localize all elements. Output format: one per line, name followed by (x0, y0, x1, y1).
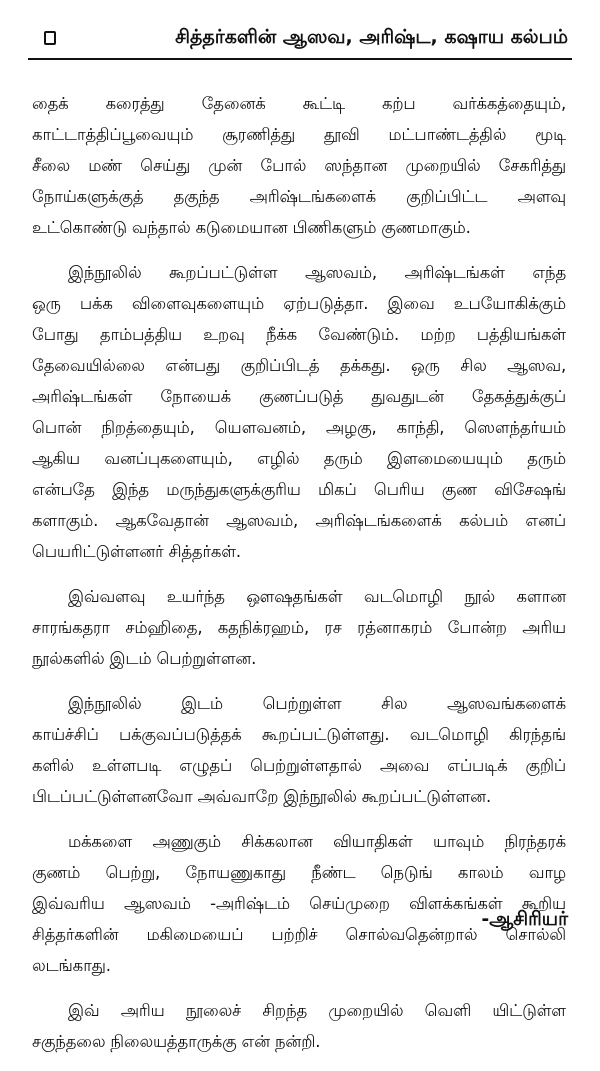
text-line: சாரங்கதரா சம்ஹிதை, கதநிக்ரஹம், ரச ரத்னாகரம் போன்ற அரிய (32, 618, 566, 637)
text-line: காட்டாத்திப்பூவையும் சூரணித்து தூவி மட்பாண்டத்தில் மூடி (32, 125, 566, 144)
text-line: நூல்களில் இடம் பெற்றுள்ளன. (32, 649, 257, 668)
text-line: பெயரிட்டுள்ளனர் சித்தர்கள். (32, 542, 241, 561)
text-line: களில் உள்ளபடி எழுதப் பெற்றுள்ளதால் அவை எப்படிக் குறிப் (32, 756, 566, 775)
text-line: மக்களை அணுகும் சிக்கலான வியாதிகள் யாவும் நிரந்தரக் (68, 832, 566, 851)
text-line: சகுந்தலை நிலையத்தாருக்கு என் நன்றி. (32, 1032, 321, 1051)
running-head: சித்தர்களின் ஆஸவ, அரிஷ்ட, கஷாய கல்பம் (175, 25, 568, 48)
page-header (28, 18, 572, 60)
text-line: போது தாம்பத்திய உறவு நீக்க வேண்டும். மற்ற பத்தியங்கள் (32, 325, 566, 344)
text-line: அரிஷ்டங்கள் நோயைக் குணப்படுத் துவதுடன் தேகத்துக்குப் (32, 387, 566, 406)
text-line: சித்தர்களின் மகிமையைப் பற்றிச் சொல்வதென்றால் சொல்லி (32, 925, 566, 944)
paragraph (32, 995, 566, 1057)
text-line: என்பதே இந்த மருந்துகளுக்குரிய மிகப் பெரிய குண விசேஷங் (32, 480, 566, 499)
text-line: களாகும். ஆகவேதான் ஆஸவம், அரிஷ்டங்களைக் கல்பம் எனப் (32, 511, 566, 530)
text-line: பொன் நிறத்தையும், யௌவனம், அழகு, காந்தி, ஸௌந்தர்யம் (32, 418, 566, 437)
text-line: நோய்களுக்குத் தகுந்த அரிஷ்டங்களைக் குறிப்பிட்ட அளவு (32, 187, 566, 206)
paragraph (32, 581, 566, 674)
text-line: இவ் அரிய நூலைச் சிறந்த முறையில் வெளி யிட்டுள்ள (68, 1001, 566, 1020)
text-line: இவ்வரிய ஆஸவம் -அரிஷ்டம் செய்முறை விளக்கங்கள் கூறிய (32, 894, 566, 913)
text-line: தேவையில்லை என்பது குறிப்பிடத் தக்கது. ஒரு சில ஆஸவ, (32, 356, 566, 375)
paragraph (32, 688, 566, 812)
text-line: தைக் கரைத்து தேனைக் கூட்டி கற்ப வர்க்கத்தையும், (32, 94, 566, 113)
text-line: குணம் பெற்று, நோயணுகாது நீண்ட நெடுங் காலம் வாழ (32, 863, 566, 882)
text-line: லடங்காது. (32, 956, 111, 975)
text-line: சீலை மண் செய்து முன் போல் ஸந்தான முறையில் சேகரித்து (32, 156, 566, 175)
page-corner-box-icon (44, 31, 56, 45)
text-line: உட்கொண்டு வந்தால் கடுமையான பிணிகளும் குணமாகும். (32, 218, 471, 237)
text-line: இந்நூலில் கூறப்பட்டுள்ள ஆஸவம், அரிஷ்டங்கள் எந்த (68, 263, 566, 282)
text-line: ஒரு பக்க விளைவுகளையும் ஏற்படுத்தா. இவை உபயோகிக்கும் (32, 294, 566, 313)
text-line: பிடப்பட்டுள்ளனவோ அவ்வாறே இந்நூலில் கூறப்பட்டுள்ளன. (32, 787, 491, 806)
text-line: ஆகிய வனப்புகளையும், எழில் தரும் இளமையையும் தரும் (32, 449, 566, 468)
paragraph (32, 88, 566, 243)
paragraph (32, 826, 566, 981)
text-line: இந்நூலில் இடம் பெற்றுள்ள சில ஆஸவங்களைக் (68, 694, 566, 713)
author-signature: -ஆசிரியர் (481, 908, 568, 930)
text-line: இவ்வளவு உயர்ந்த ஔஷதங்கள் வடமொழி நூல் களான (68, 587, 566, 606)
paragraph (32, 257, 566, 567)
text-line: காய்ச்சிப் பக்குவப்படுத்தக் கூறப்பட்டுள்ளது. வடமொழி கிரந்தங் (32, 725, 566, 744)
